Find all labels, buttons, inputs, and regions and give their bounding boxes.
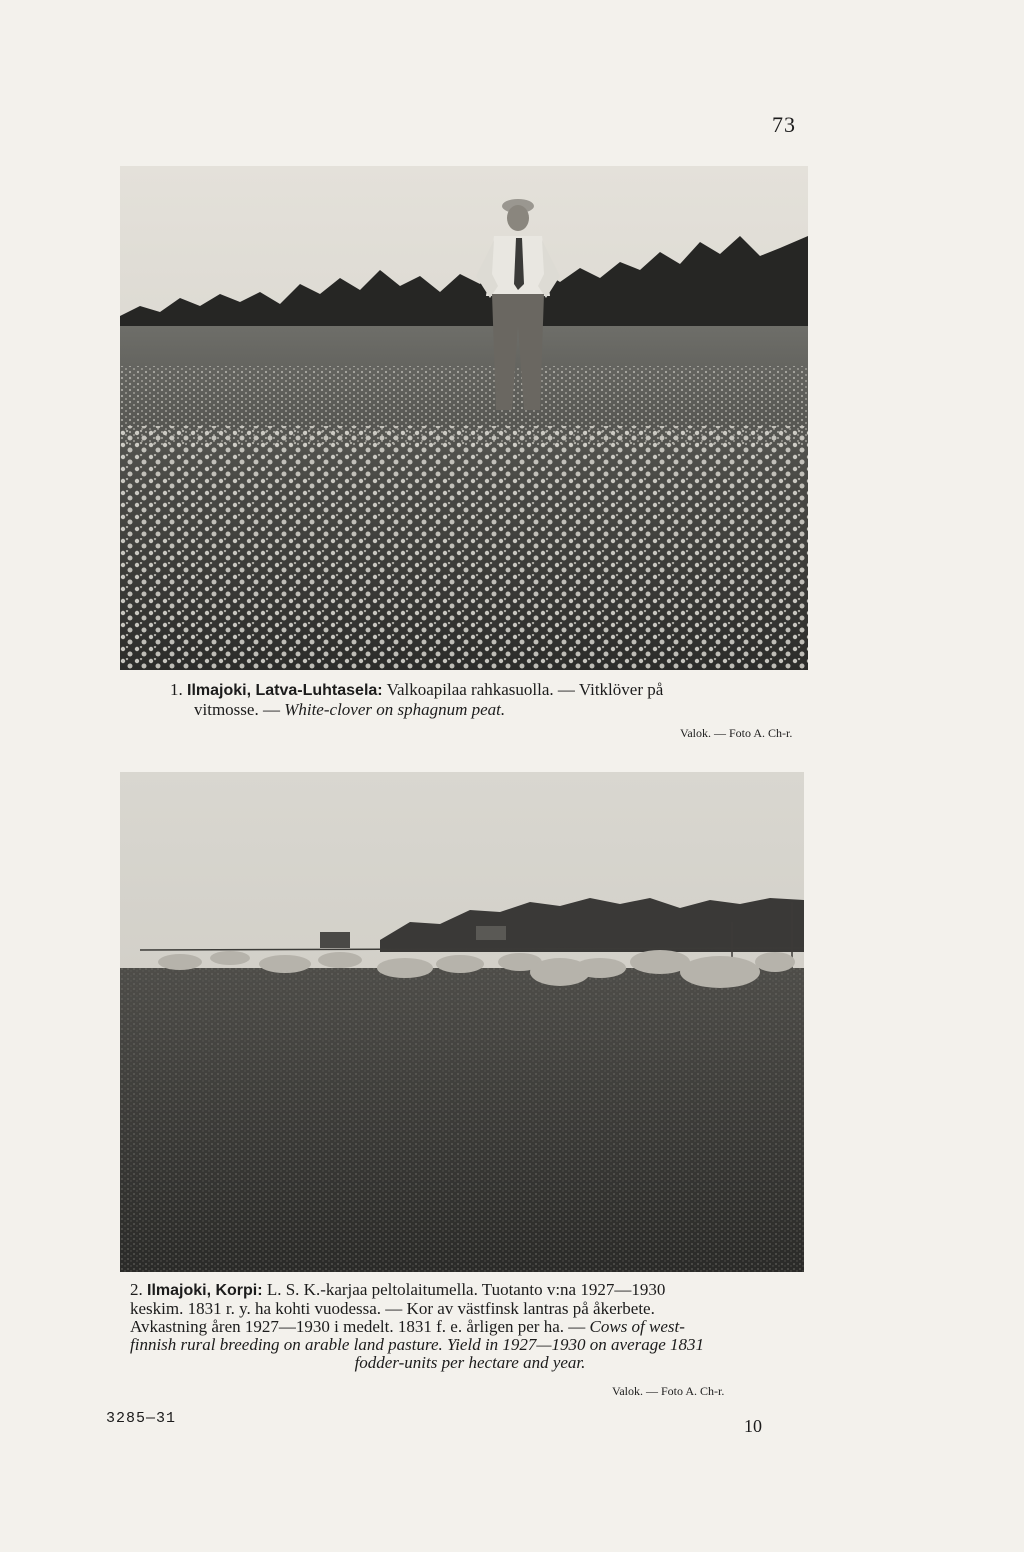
figure2-place: Ilmajoki, Korpi: bbox=[147, 1282, 263, 1299]
figure1-number: 1. bbox=[170, 680, 183, 699]
print-code: 3285—31 bbox=[106, 1410, 177, 1427]
figure1-caption-sv-end: vitmosse. — bbox=[194, 700, 280, 719]
photo-cows-pasture bbox=[120, 772, 804, 1272]
cows-pasture-image bbox=[120, 772, 804, 1272]
figure2-number: 2. bbox=[130, 1280, 143, 1299]
figure1-credit: Valok. — Foto A. Ch-r. bbox=[680, 726, 793, 740]
figure2-credit: Valok. — Foto A. Ch-r. bbox=[612, 1384, 725, 1398]
figure2-caption-en2: finnish rural breeding on arable land pasture. Yield in 1927—1930 on average 1831 bbox=[130, 1335, 705, 1354]
figure2-caption-en3: fodder-units per hectare and year. bbox=[354, 1353, 586, 1372]
page-number: 73 bbox=[772, 112, 796, 137]
figure1-caption-fi: Valkoapilaa rahkasuolla. — Vitklöver på bbox=[386, 680, 664, 699]
figure2-caption-en1: Cows of west- bbox=[589, 1317, 685, 1336]
figure1-caption-en: White-clover on sphagnum peat. bbox=[284, 700, 506, 719]
figure2-caption bbox=[130, 1281, 810, 1372]
figure2-caption-line3: Avkastning åren 1927—1930 i medelt. 1831 f. e. årligen per ha. — bbox=[130, 1317, 586, 1336]
figure2-caption-line2: keskim. 1831 r. y. ha kohti vuodessa. — Kor av västfinsk lantras på åkerbete. bbox=[130, 1299, 655, 1318]
figure2-caption-line1: L. S. K.-karjaa peltolaitumella. Tuotanto v:na 1927—1930 bbox=[266, 1280, 666, 1299]
clover-field-image bbox=[120, 166, 808, 670]
figure1-caption bbox=[170, 680, 790, 719]
photo-clover-field bbox=[120, 166, 808, 670]
figure1-place: Ilmajoki, Latva-Luhtasela: bbox=[187, 682, 383, 699]
sheet-number: 10 bbox=[744, 1416, 762, 1436]
